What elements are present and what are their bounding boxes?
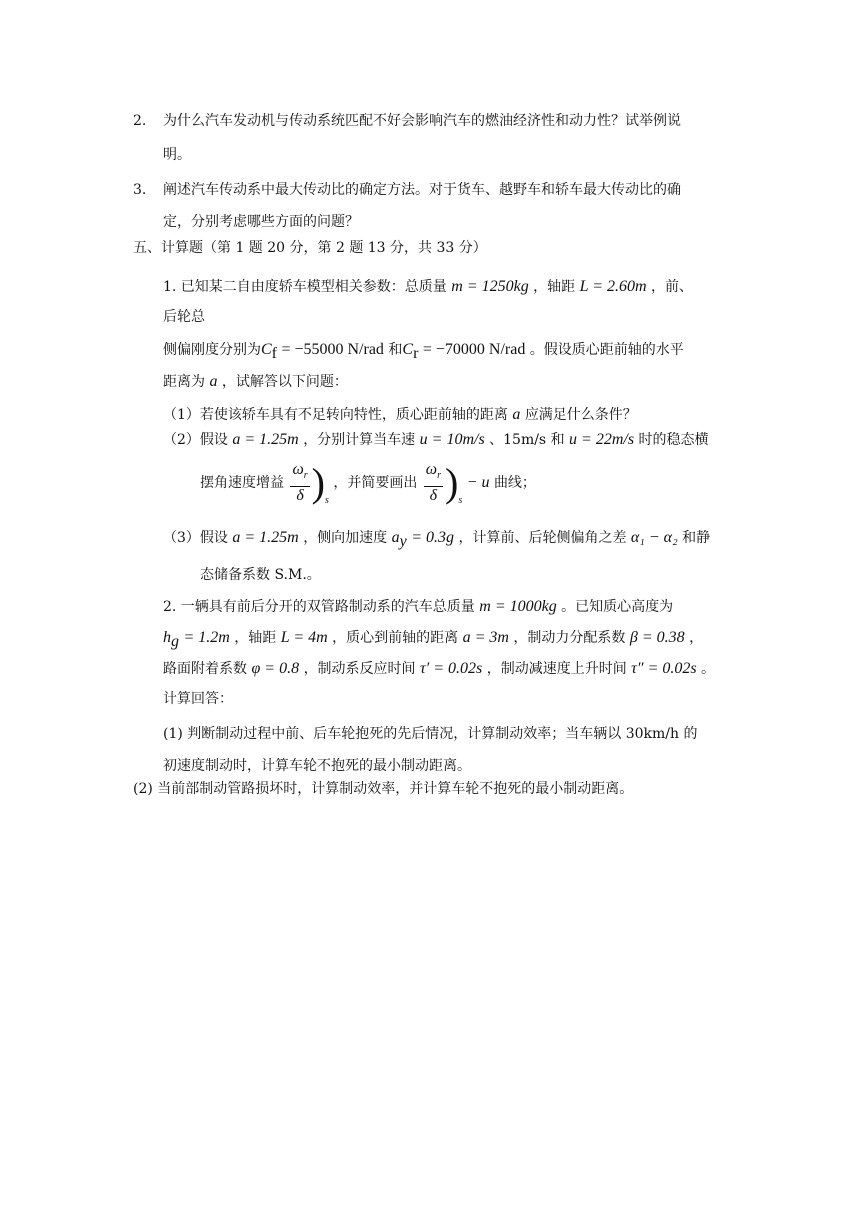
problem1-line3-text-c: 。假设质心距前轴的水平 [529,342,684,358]
problem1-sub3 [163,528,710,552]
problem2-line3 [163,659,715,679]
tau1-expression: τ′ = 0.02s [420,660,483,677]
problem1-sub2-text-b: ，分别计算当车速 [303,432,416,448]
problem1-sub2-text-e: 摆角速度增益 [200,475,284,491]
problem2-line2 [163,628,703,652]
problem1-line1-text-a: 1. 已知某二自由度轿车模型相关参数：总质量 [163,279,447,295]
problem2-sub1-line2: 初速度制动时，计算车轮不抱死的最小制动距离。 [163,758,471,774]
problem2-sub1-line1: (1) 判断制动过程中前、后车轮抱死的先后情况，计算制动效率；当车辆以 30km/h 的 [163,726,698,742]
minus-u: − u [466,474,490,491]
hg-symbol: h [163,629,171,646]
cr-symbol: C [402,341,414,358]
problem1-sub3-text-a: （3）假设 [163,530,228,546]
beta-expression: β = 0.38 [629,629,685,646]
hg-subscript: g [171,632,179,650]
problem2-line2-text-c: ，制动力分配系数 [513,630,626,646]
problem1-line4-text-a: 距离为 [163,374,205,390]
a-value-expression-2: a = 1.25m [232,529,299,546]
problem1-sub2-text-h: 曲线； [493,475,536,491]
problem1-line4 [163,372,348,392]
q2-number: 2. [133,113,147,129]
problem1-sub3-text-d: 和静 [682,530,711,546]
tau2-expression: τ″ = 0.02s [631,660,697,677]
problem2-line4: 计算回答： [163,691,233,707]
problem1-line3-text-a: 侧偏刚度分别为 [163,342,261,358]
steady-state-subscript-2: s [458,495,463,506]
problem1-sub1-text-b: 应满足什么条件？ [524,407,637,423]
problem1-sub2-text-a: （2）假设 [163,432,228,448]
problem2-line2-text-d: ， [689,630,704,646]
mass2-expression: m = 1000kg [479,598,557,615]
lateral-accel-expression: = 0.3g [411,529,454,546]
a2-expression: a = 3m [462,629,509,646]
q2-text-line2: 明。 [163,147,191,163]
a-variable: a [209,373,218,390]
problem1-sub2-text-d: 时的稳态横 [638,432,709,448]
ay-symbol: a [391,529,400,546]
problem1-sub1 [163,405,637,425]
problem1-line1-text-c: ，前、 [651,279,694,295]
problem1-sub3-text-b: ，侧向加速度 [303,530,388,546]
problem2-line3-text-d: 。 [701,661,716,677]
problem1-sub2-text-f: ，并简要画出 [333,475,418,491]
fraction-numerator: $\omega_r$ [290,461,309,486]
right-paren: ) [311,460,325,505]
problem2-line3-text-a: 路面附着系数 [163,661,247,677]
ay-subscript: y [399,532,407,550]
cr-expression: = −70000 N/rad [422,341,526,358]
q3-text-line2: 定，分别考虑哪些方面的问题？ [163,214,359,230]
fraction-denominator-2: δ [429,486,438,504]
speed1-expression: u = 10m/s [419,431,485,448]
problem2-line1-text-a: 2. 一辆具有前后分开的双管路制动系的汽车总质量 [163,599,475,615]
problem2-line3-text-b: ，制动系反应时间 [303,661,416,677]
right-paren-2: ) [445,460,459,505]
cf-expression: = −55000 N/rad [281,341,384,358]
wheelbase-expression: L = 2.60m [579,278,647,295]
problem1-line1-text-b: ，轴距 [533,279,576,295]
problem1-sub3-text-c: ，计算前、后轮侧偏角之差 [458,530,627,546]
a-value-expression: a = 1.25m [232,431,299,448]
steady-state-subscript: s [324,495,329,506]
fraction-denominator: δ [296,486,304,504]
problem2-line2-text-b: ，质心到前轴的距离 [332,630,459,646]
yaw-gain-fraction [290,461,309,504]
problem1-line3 [163,340,684,364]
cr-subscript: r [413,344,419,362]
problem1-line3-text-b: 和 [388,342,403,358]
q3-text-line1: 阐述汽车传动系中最大传动比的确定方法。对于货车、越野车和轿车最大传动比的确 [163,182,681,198]
problem1-line1 [163,277,693,297]
mass-expression: m = 1250kg [451,278,529,295]
fraction-numerator-2: $\omega_r$ [424,461,443,486]
problem1-line4-text-b: ，试解答以下问题： [221,374,348,390]
cg-height-expression: = 1.2m [183,629,230,646]
wheelbase2-expression: L = 4m [280,629,328,646]
problem2-line3-text-c: ，制动减速度上升时间 [486,661,627,677]
problem1-line2: 后轮总 [163,309,205,325]
yaw-gain-fraction-2 [424,461,443,504]
problem1-sub3-line2: 态储备系数 S.M.。 [200,567,321,583]
problem1-sub1-text-a: （1）若使该轿车具有不足转向特性，质心距前轴的距离 [163,407,508,423]
q3-number: 3. [133,182,147,198]
problem2-line1-text-b: 。已知质心高度为 [561,599,674,615]
problem1-sub2 [163,430,709,450]
problem1-sub2-gain-line [200,458,536,526]
slip-angle-diff: α₁ − α₂ [630,529,678,546]
cf-subscript: f [271,344,277,362]
problem2-line1 [163,597,673,617]
section-five-heading: 五、计算题（第 1 题 20 分，第 2 题 13 分，共 33 分） [133,240,487,256]
problem2-sub2: (2) 当前部制动管路损坏时，计算制动效率，并计算车轮不抱死的最小制动距离。 [133,781,634,797]
problem2-line2-text-a: ，轴距 [234,630,277,646]
cf-symbol: C [261,341,272,358]
speed3-expression: u = 22m/s [569,431,635,448]
a-variable-sub1: a [512,406,521,423]
q2-text-line1: 为什么汽车发动机与传动系统匹配不好会影响汽车的燃油经济性和动力性？试举例说 [163,113,681,129]
phi-expression: φ = 0.8 [251,660,300,677]
problem1-sub2-text-c: 、15m/s 和 [489,432,565,448]
